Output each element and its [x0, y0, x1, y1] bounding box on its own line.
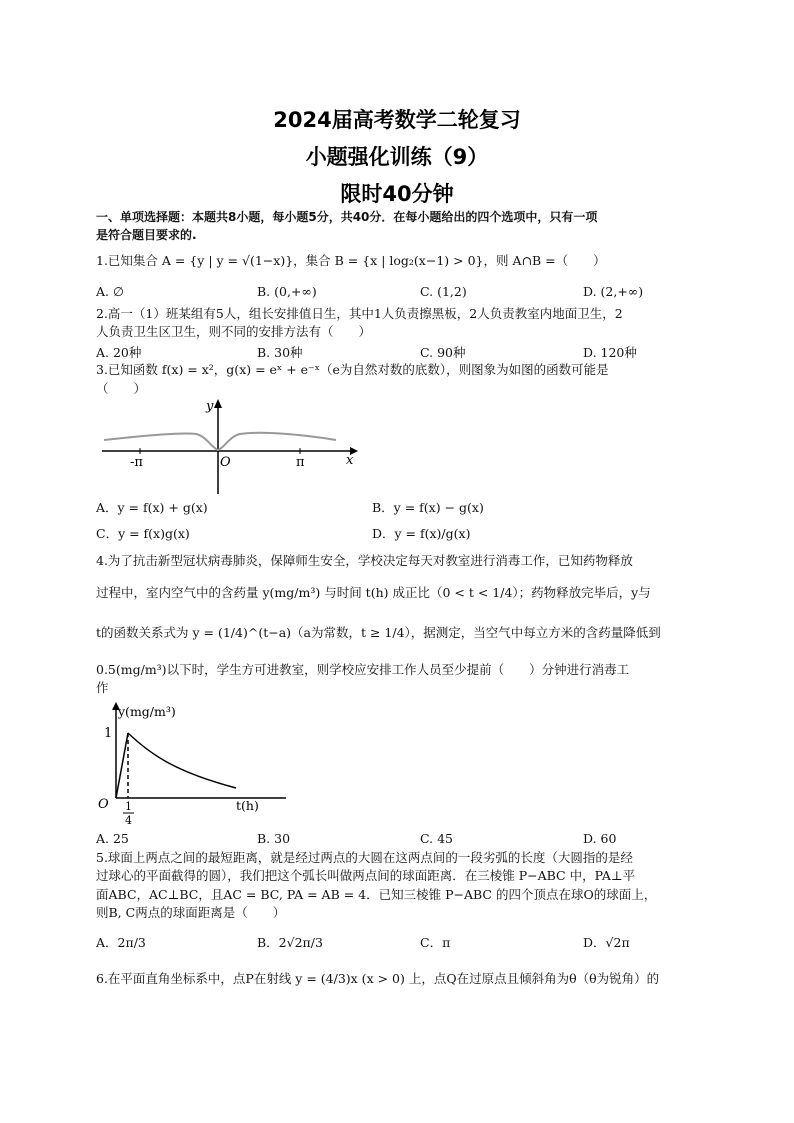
q4-dose-graph — [96, 700, 296, 830]
q3-x-label: x — [346, 453, 354, 468]
q4-one-label: 1 — [104, 726, 113, 741]
time-limit: 限时40分钟 — [340, 182, 454, 206]
q1-option-c: C. (1,2) — [420, 284, 467, 299]
q3-option-b: B．y = f(x) − g(x) — [372, 500, 484, 515]
q4-quarter-den: 4 — [125, 814, 132, 827]
q3-y-label: y — [206, 399, 214, 414]
q5-option-c: C．π — [420, 935, 451, 950]
q4-t-label: t(h) — [236, 798, 259, 813]
q4-stem-cont1: 过程中，室内空气中的含药量 y(mg/m³) 与时间 t(h) 成正比（0 < t < 1/4）；药物释放完毕后，y与 — [96, 585, 651, 600]
q5-option-d: D．√2π — [583, 935, 630, 950]
q3-y-arrow — [214, 399, 222, 408]
q1-option-b: B. (0,+∞) — [257, 284, 317, 299]
q3-origin-label: O — [220, 455, 231, 470]
q3-neg-pi-label: -π — [130, 455, 143, 470]
q4-option-c: C. 45 — [420, 831, 453, 846]
exam-title: 2024届高考数学二轮复习 — [273, 108, 521, 132]
q3-option-d: D．y = f(x)/g(x) — [372, 526, 471, 541]
q4-quarter-num: 1 — [125, 800, 132, 813]
section-heading-cont: 是符合题目要求的. — [96, 228, 197, 242]
q1-option-a: A. ∅ — [96, 284, 124, 299]
q5-option-a: A．2π/3 — [96, 935, 146, 950]
q3-curve — [104, 433, 336, 450]
q1-stem: 1.已知集合 A = {y | y = √(1−x)}，集合 B = {x | log₂(x−1) > 0}，则 A∩B =（ ） — [96, 253, 606, 268]
q3-stem-cont: （ ） — [96, 381, 147, 396]
q2-option-c: C. 90种 — [420, 345, 466, 360]
q2-stem: 2.高一（1）班某组有5人，组长安排值日生，其中1人负责擦黑板，2人负责教室内地面卫生，2 — [96, 306, 623, 321]
exam-subtitle: 小题强化训练（9） — [305, 145, 489, 169]
q5-stem-cont3: 则B, C两点的球面距离是（ ） — [96, 905, 286, 920]
q2-option-a: A. 20种 — [96, 345, 142, 360]
q4-stem-cont2: t的函数关系式为 y = (1/4)^(t−a)（a为常数，t ≥ 1/4），据测定，当空气中每立方米的含药量降低到 — [96, 625, 661, 640]
q3-stem: 3.已知函数 f(x) = x²，g(x) = eˣ + e⁻ˣ（e为自然对数的底数），则图象为如图的函数可能是 — [96, 362, 609, 377]
q3-pi-label: π — [296, 455, 305, 470]
q5-stem-cont2: 面ABC，AC⊥BC，且AC = BC, PA = AB = 4．已知三棱锥 P−ABC 的四个顶点在球O的球面上， — [96, 887, 657, 902]
q3-function-graph — [100, 396, 360, 496]
section-heading: 一、单项选择题：本题共8小题，每小题5分，共40分．在每小题给出的四个选项中，只有一项 — [96, 210, 598, 224]
q5-option-b: B．2√2π/3 — [257, 935, 323, 950]
q6-stem: 6.在平面直角坐标系中，点P在射线 y = (4/3)x (x > 0) 上，点Q在过原点且倾斜角为θ（θ为锐角）的 — [96, 971, 660, 986]
q4-release-line — [116, 733, 128, 798]
q4-decay-curve — [128, 733, 236, 788]
q4-stem: 4.为了抗击新型冠状病毒肺炎，保障师生安全，学校决定每天对教室进行消毒工作，已知药物释放 — [96, 553, 633, 568]
q5-stem-cont1: 过球心的平面截得的圆），我们把这个弧长叫做两点间的球面距离．在三棱锥 P−ABC 中，PA⊥平 — [96, 868, 636, 883]
q4-option-a: A. 25 — [96, 831, 129, 846]
q2-stem-cont: 人负责卫生区卫生，则不同的安排方法有（ ） — [96, 324, 372, 339]
q5-stem: 5.球面上两点之间的最短距离，就是经过两点的大圆在这两点间的一段劣弧的长度（大圆指的是经 — [96, 850, 633, 865]
q4-stem-cont4: 作 — [96, 680, 109, 695]
q4-option-b: B. 30 — [257, 831, 291, 846]
q2-option-b: B. 30种 — [257, 345, 303, 360]
q3-option-c: C．y = f(x)g(x) — [96, 526, 190, 541]
q2-option-d: D. 120种 — [583, 345, 637, 360]
q4-y-label: y(mg/m³) — [118, 704, 176, 719]
q4-option-d: D. 60 — [583, 831, 617, 846]
q4-origin-label: O — [98, 797, 109, 812]
q1-option-d: D. (2,+∞) — [583, 284, 644, 299]
q4-stem-cont3: 0.5(mg/m³)以下时，学生方可进教室，则学校应安排工作人员至少提前（ ）分钟进行消毒工 — [96, 662, 630, 677]
q3-option-a: A．y = f(x) + g(x) — [96, 500, 208, 515]
